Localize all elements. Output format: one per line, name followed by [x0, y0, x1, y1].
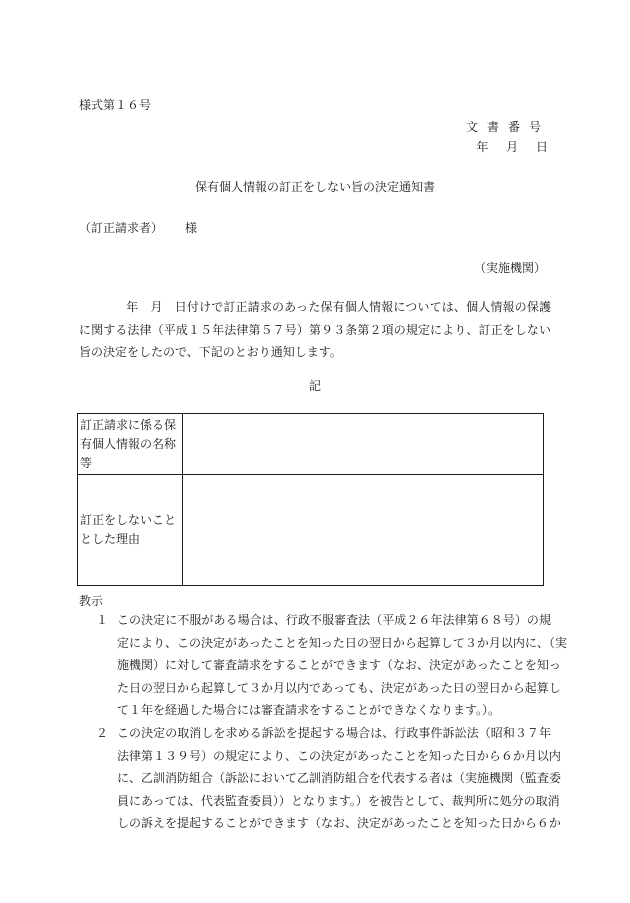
notice-item-text: この決定に不服がある場合は、行政不服審査法（平成２６年法律第６８号）の規 定により、この決定があったことを知った日の翌日から起算して３か月以内に、（実 施機関）に対して審査請求をすることができます（なお、決定があったことを知っ た日の翌日から起算して３か月以内であっても、決定があった日の翌日から起算し て１年を経過した場合には審査請求をすることができなくなります。）。 [117, 613, 567, 718]
document-title: 保有個人情報の訂正をしない旨の決定通知書 [194, 180, 435, 194]
body-paragraph [79, 296, 551, 364]
table-row [78, 414, 544, 475]
row-label-item-name: 訂正請求に係る保 有個人情報の名称 等 [78, 414, 183, 475]
recipient-line [79, 219, 197, 236]
body-line-2: に関する法律（平成１５年法律第５７号）第９３条第２項の規定により、訂正をしない [79, 322, 551, 337]
notice-item-number: １ [96, 613, 109, 627]
recipient-name: （訂正請求者） [79, 221, 164, 235]
issuing-agency: （実施機関） [473, 261, 546, 275]
table-row [78, 475, 544, 586]
notice-item-number: ２ [96, 726, 109, 740]
row-value-item-name [183, 414, 544, 475]
notice-item-text: この決定の取消しを求める訴訟を提起する場合は、行政事件訴訟法（昭和３７年 法律第１３９号）の規定により、この決定があったことを知った日から６か月以内 に、乙訓消防組合（訴訟において乙訓消防組合を代表する者は（実施機関（監査委 員にあっては、代表監査委員））となります。）を被告として、裁判所に処分の取消 しの訴えを提起することができます（なお、決定があったことを知った日から６か [117, 726, 562, 831]
recipient-honorific: 様 [185, 221, 198, 235]
form-number: 様式第１６号 [79, 98, 152, 112]
body-line-3: 旨の決定をしたので、下記のとおり通知します。 [79, 345, 342, 359]
row-value-reason [183, 475, 544, 586]
notice-heading: 教示 [79, 594, 104, 608]
info-table [77, 413, 544, 586]
document-number: 文書番号 [465, 120, 550, 134]
document-date: 年 月 日 [476, 140, 548, 154]
row-label-reason: 訂正をしないこと とした理由 [78, 475, 183, 586]
ki-heading: 記 [308, 379, 321, 393]
body-line-1: 年 月 日付けで訂正請求のあった保有個人情報については、個人情報の保護 [126, 300, 551, 314]
